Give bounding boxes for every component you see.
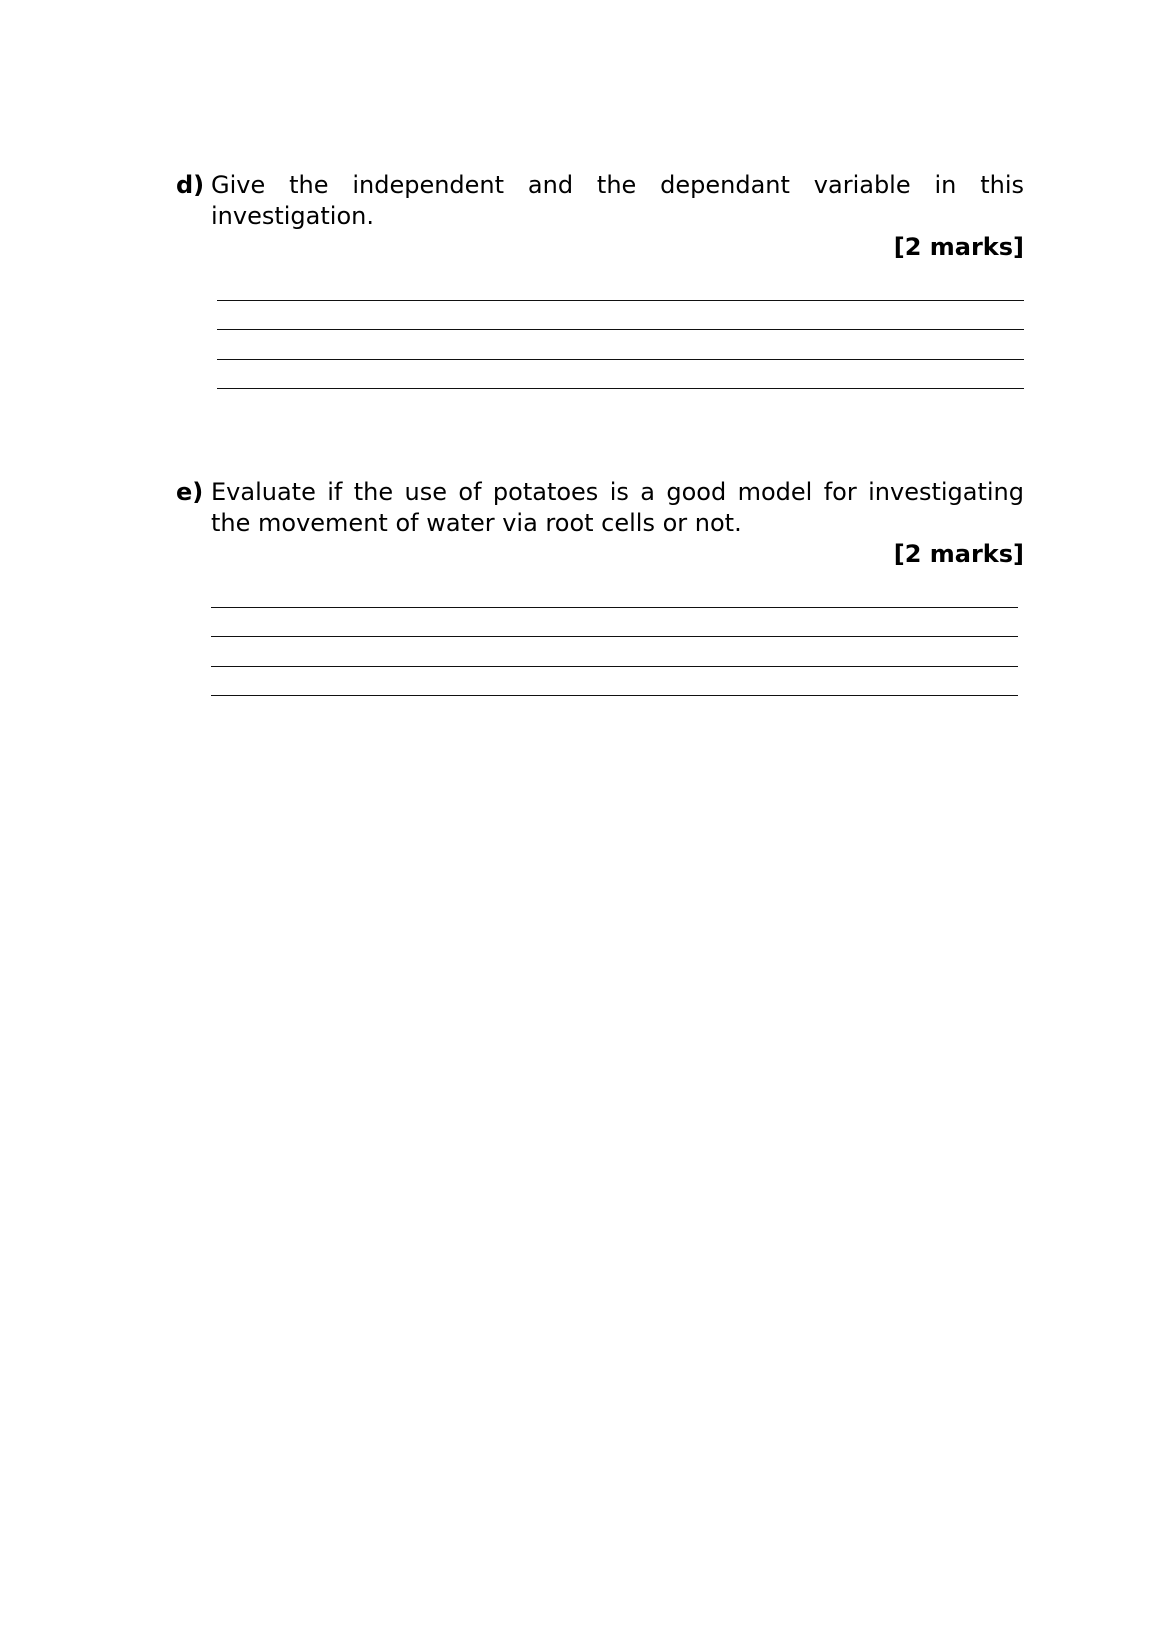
question-e-row (176, 477, 1024, 539)
question-e (176, 477, 1024, 696)
answer-line[interactable] (217, 330, 1024, 360)
question-text: Evaluate if the use of potatoes is a good model for investigating the movement of water via root cells or not. (211, 478, 1024, 537)
question-letter: e) (176, 478, 204, 506)
answer-line[interactable] (211, 578, 1018, 608)
question-d-row (176, 170, 1024, 232)
question-d (176, 170, 1024, 389)
answer-lines[interactable] (217, 271, 1024, 389)
answer-line[interactable] (217, 301, 1024, 331)
answer-line[interactable] (217, 360, 1024, 390)
answer-line[interactable] (211, 637, 1018, 667)
marks-label: [2 marks] (893, 233, 1024, 261)
answer-line[interactable] (211, 608, 1018, 638)
answer-line[interactable] (217, 271, 1024, 301)
question-text: Give the independent and the dependant variable in this investigation. (211, 171, 1024, 230)
marks-label: [2 marks] (893, 540, 1024, 568)
answer-lines[interactable] (211, 578, 1018, 696)
answer-line[interactable] (211, 667, 1018, 697)
question-letter: d) (176, 171, 205, 199)
